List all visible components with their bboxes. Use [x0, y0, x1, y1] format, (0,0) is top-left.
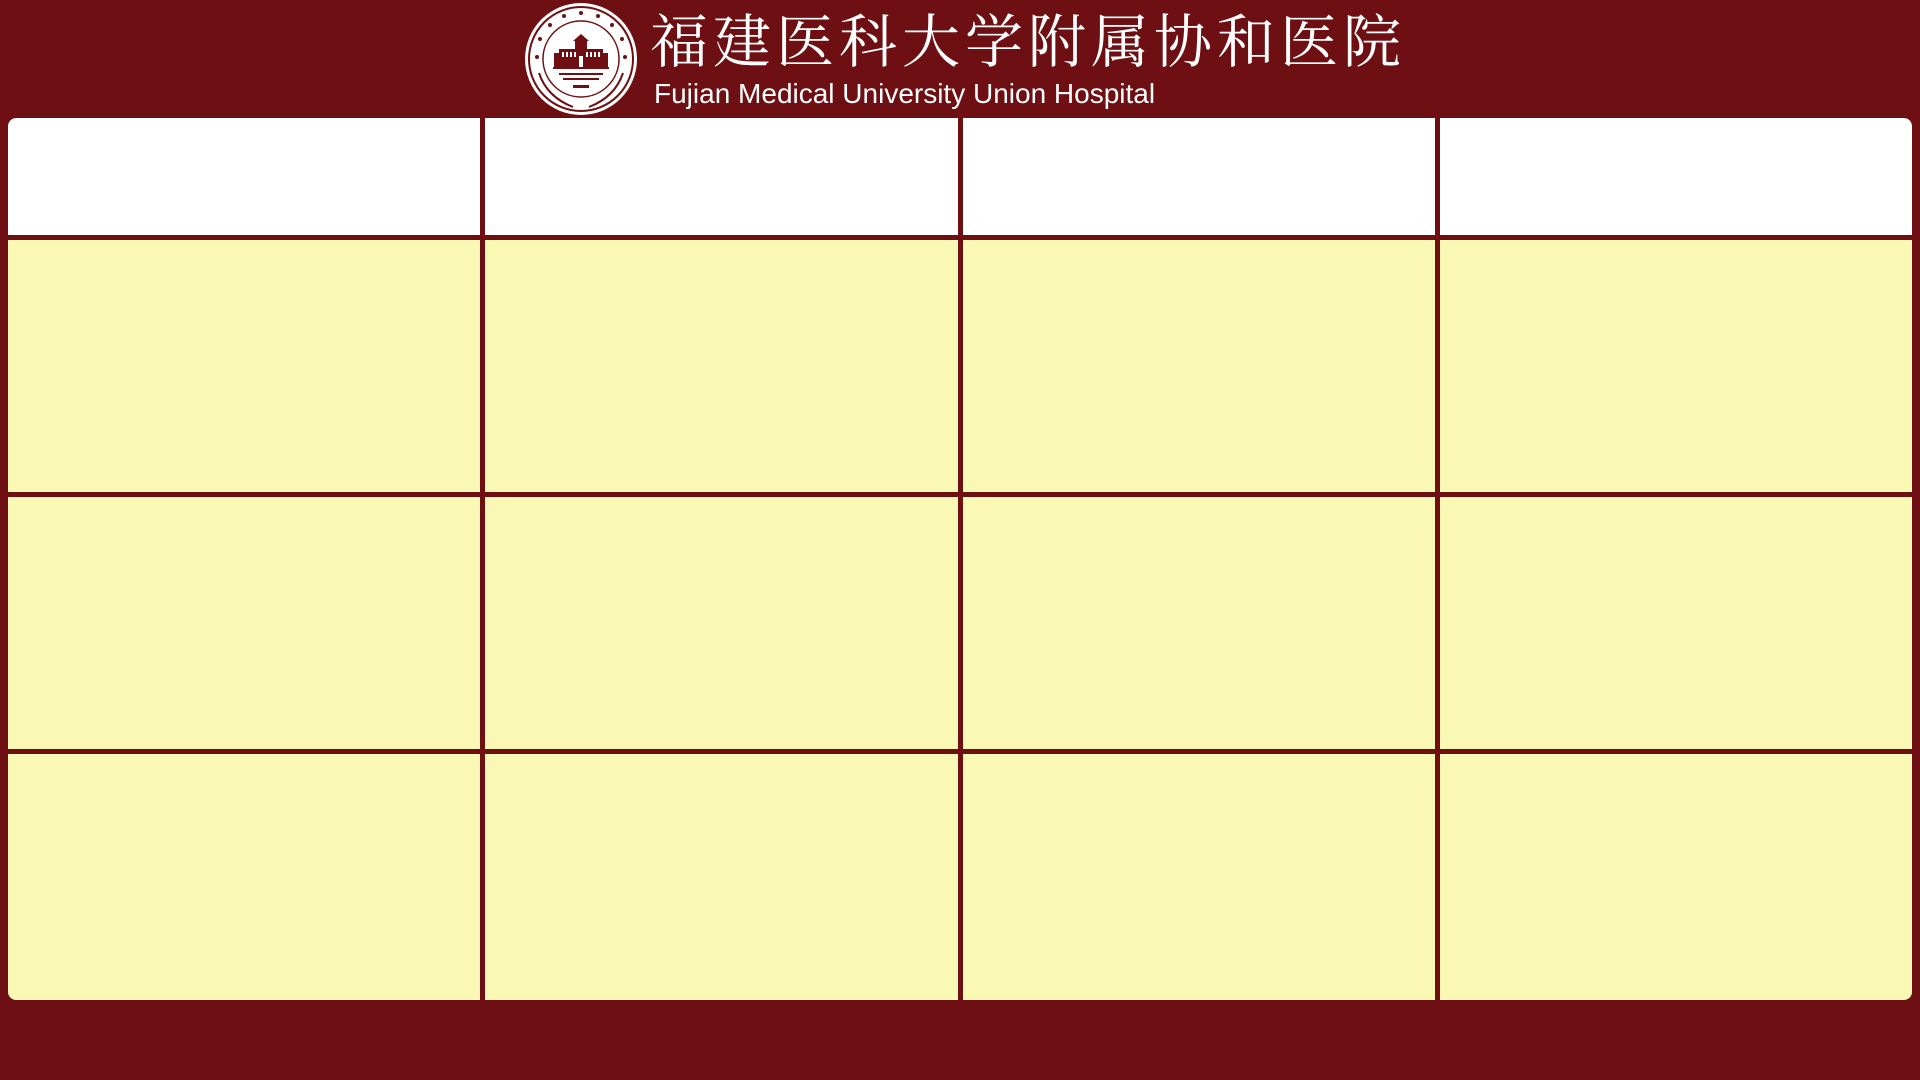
- hospital-logo-icon: [523, 1, 639, 117]
- grid-cell-r1-c3: [963, 240, 1435, 492]
- grid-cell-r2-c4: [1440, 497, 1912, 749]
- schedule-grid: [8, 118, 1912, 1000]
- grid-cell-r2-c2: [485, 497, 957, 749]
- grid-cell-r2-c3: [963, 497, 1435, 749]
- header-cell-3: [963, 118, 1435, 235]
- hospital-seal-icon: [523, 1, 639, 117]
- header-bar: [0, 0, 1920, 118]
- grid-cell-r1-c2: [485, 240, 957, 492]
- grid-cell-r3-c4: [1440, 754, 1912, 1000]
- grid-cell-r3-c3: [963, 754, 1435, 1000]
- grid-cell-r1-c4: [1440, 240, 1912, 492]
- grid-cell-r2-c1: [8, 497, 480, 749]
- hospital-name-chinese: 福建医科大学附属协和医院: [650, 8, 1407, 76]
- grid-cell-r1-c1: [8, 240, 480, 492]
- header-cell-1: [8, 118, 480, 235]
- header-cell-4: [1440, 118, 1912, 235]
- header-cell-2: [485, 118, 957, 235]
- grid-cell-r3-c1: [8, 754, 480, 1000]
- hospital-name-english: Fujian Medical University Union Hospital: [654, 78, 1156, 109]
- hospital-title-block: [650, 8, 1406, 110]
- grid-cell-r3-c2: [485, 754, 957, 1000]
